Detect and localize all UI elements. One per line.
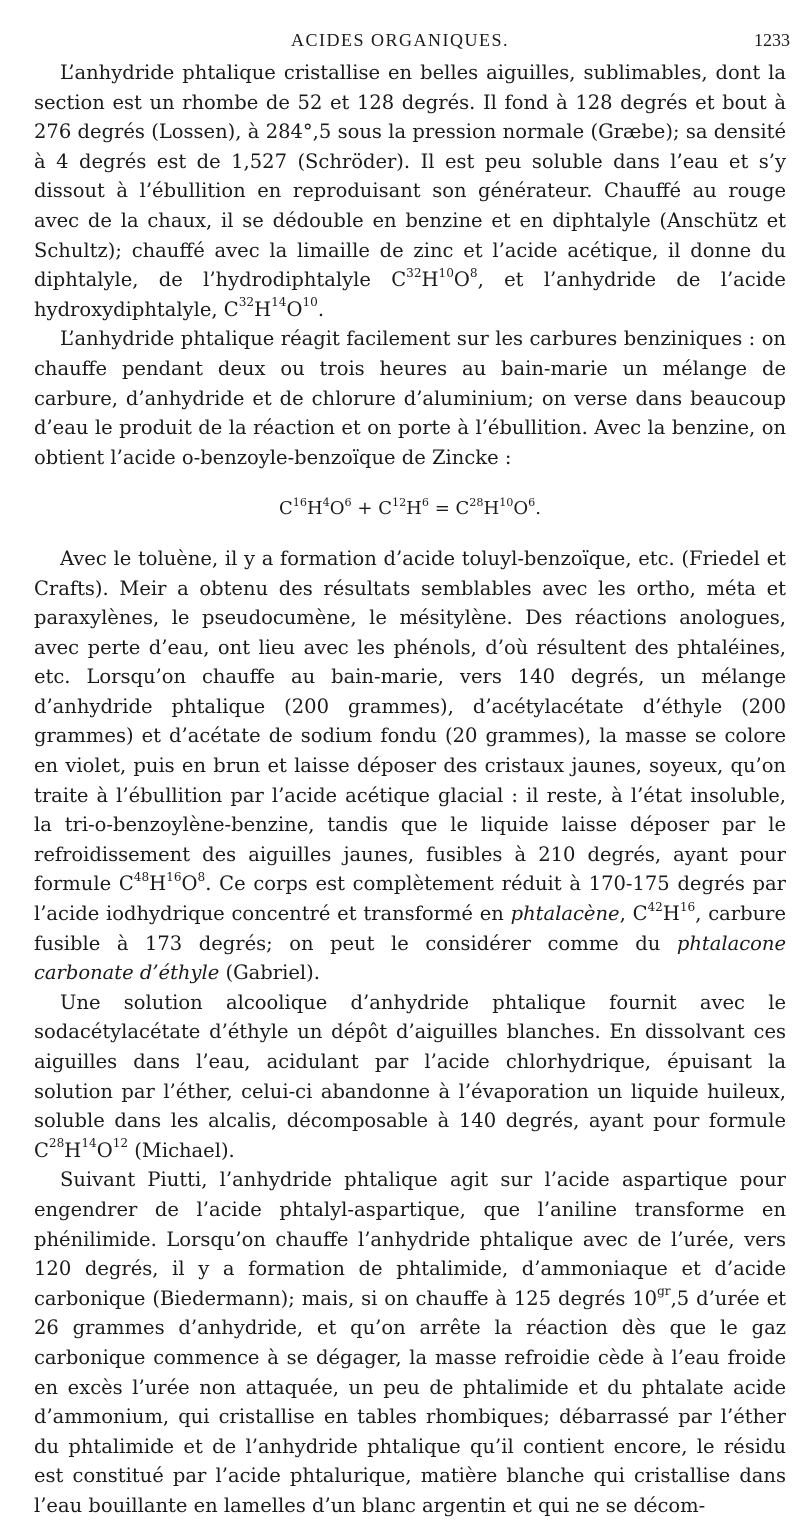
paragraph-alcoholic-solution: Une solution alcoolique d’anhydride phtalique fournit avec le sodacétylacétate d’éthyle un dépôt d’aiguilles blanches. En dissolvant ces aiguilles dans l’eau, acidulant par l’acide chlorhydrique, épuisant la solution par l’éther, celui-ci abandonne à l’évaporation un liquide huileux, soluble dans les alcalis, décomposable à 140 degrés, ayant pour formule $C^{28}H^{14}O^{12}$ (Michael). <box>34 990 786 1162</box>
paragraph-piutti-urea: Suivant Piutti, l’anhydride phtalique agit sur l’acide aspartique pour engendrer de l’acide phtalyl-aspartique, que l’aniline transforme en phénilimide. Lorsqu’on chauffe l’anhydride phtalique avec de l’urée, vers 120 degrés, il y a formation de phtalimide, d’ammoniaque et d’acide carbonique (Biedermann); mais, si on chauffe à 125 degrés $10^{gr},5$ d’urée et 26 grammes d’anhydride, et qu’on arrête la réaction dès que le gaz carbonique commence à se dégager, la masse refroidie cède à l’eau froide en excès l’urée non attaquée, un peu de phtalimide et du phtalate acide d’ammonium, qui cristallise en tables rhombiques; débarrassé par l’éther du phtalimide et de l’anhydride phtalique qu’il contient encore, le résidu est constitué par l’acide phtalurique, matière blanche qui cristallise dans l’eau bouillante en lamelles d’un blanc argentin et qui ne se décom- <box>34 1168 786 1517</box>
formula-michael: $C^{28}H^{14}O^{12}$ <box>34 1136 129 1162</box>
formula-tribenzoylene: $C^{48}H^{16}O^8$ <box>118 870 206 896</box>
reaction-equation: $C^{16}H^4O^6 + C^{12}H^6 = C^{28}H^{10}O^6$. <box>278 495 542 520</box>
page-number: 1233 <box>754 30 790 50</box>
formula-diphthalyl-hydro: $C^{32}H^{10}O^8$ <box>391 265 478 292</box>
formula-hydroxydiphthalyl-anhydride: $C^{32}H^{14}O^{10}$ <box>223 295 318 321</box>
paragraph-phthalic-anhydride-properties: L’anhydride phtalique cristallise en belles aiguilles, sublimables, dont la section est un rhombe de 52 et 128 degrés. Il fond à 128 degrés et bout à 276 degrés (Lossen), à 284°,5 sous la pression normale (Græbe); sa densité à 4 degrés est de 1,527 (Schröder). Il est peu soluble dans l’eau et s’y dissout à l’ébullition en reproduisant son générateur. Chauffé au rouge avec de la chaux, il se dédouble en benzine et en diphtalyle (Anschütz et Schultz); chauffé avec la limaille de zinc et l’acide acétique, il donne du diphtalyle, de l’hydrodiphtalyle $C^{32}H^{10}O^8$, et l’anhydride de l’acide hydroxydiphtalyle, $C^{32}H^{14}O^{10}$. <box>34 61 786 321</box>
term-phtalacene: phtalacène <box>510 902 620 926</box>
unit-grams: gr <box>657 1284 671 1299</box>
running-title: ACIDES ORGANIQUES. <box>290 30 509 50</box>
page-body <box>34 58 786 1521</box>
paragraph-toluene-reactions: Avec le toluène, il y a formation d’acide toluyl-benzoïque, etc. (Friedel et Crafts). Meir a obtenu des résultats semblables avec les ortho, méta et paraxylènes, le pseudocumène, le mésitylène. Des réactions anologues, avec perte d’eau, ont lieu avec les phénols, d’où résultent des phtaléines, etc. Lorsqu’on chauffe au bain-marie, vers 140 degrés, un mélange d’anhydride phtalique (200 grammes), d’acétylacétate d’éthyle (200 grammes) et d’acétate de sodium fondu (20 grammes), la masse se colore en violet, puis en brun et laisse déposer des cristaux jaunes, soyeux, qu’on traite à l’ébullition par l’acide acétique glacial : il reste, à l’état insoluble, la tri-o-benzoylène-benzine, tandis que le liquide laisse déposer par le refroidissement des aiguilles jaunes, fusibles à 210 degrés, ayant pour formule $C^{48}H^{16}O^8$. Ce corps est complètement réduit à 170-175 degrés par l’acide iodhydrique concentré et transformé en phtalacène, $C^{42}H^{16}$, carbure fusible à 173 degrés; on peut le considérer comme du phtalacone carbonate d’éthyle (Gabriel). <box>34 546 786 985</box>
formula-phtalacene: $C^{42}H^{16}$ <box>632 899 696 926</box>
term-phtalacone-carbonate: phtalacone carbonate d’éthyle <box>34 931 786 985</box>
paragraph-benzenic-carbides: L’anhydride phtalique réagit facilement sur les carbures benziniques : on chauffe pendant deux ou trois heures au bain-marie un mélange de carbure, d’anhydride et de chlorure d’aluminium; on verse dans beaucoup d’eau le produit de la réaction et on porte à l’ébullition. Avec la benzine, on obtient l’acide o-benzoyle-benzoïque de Zincke : <box>34 327 786 469</box>
